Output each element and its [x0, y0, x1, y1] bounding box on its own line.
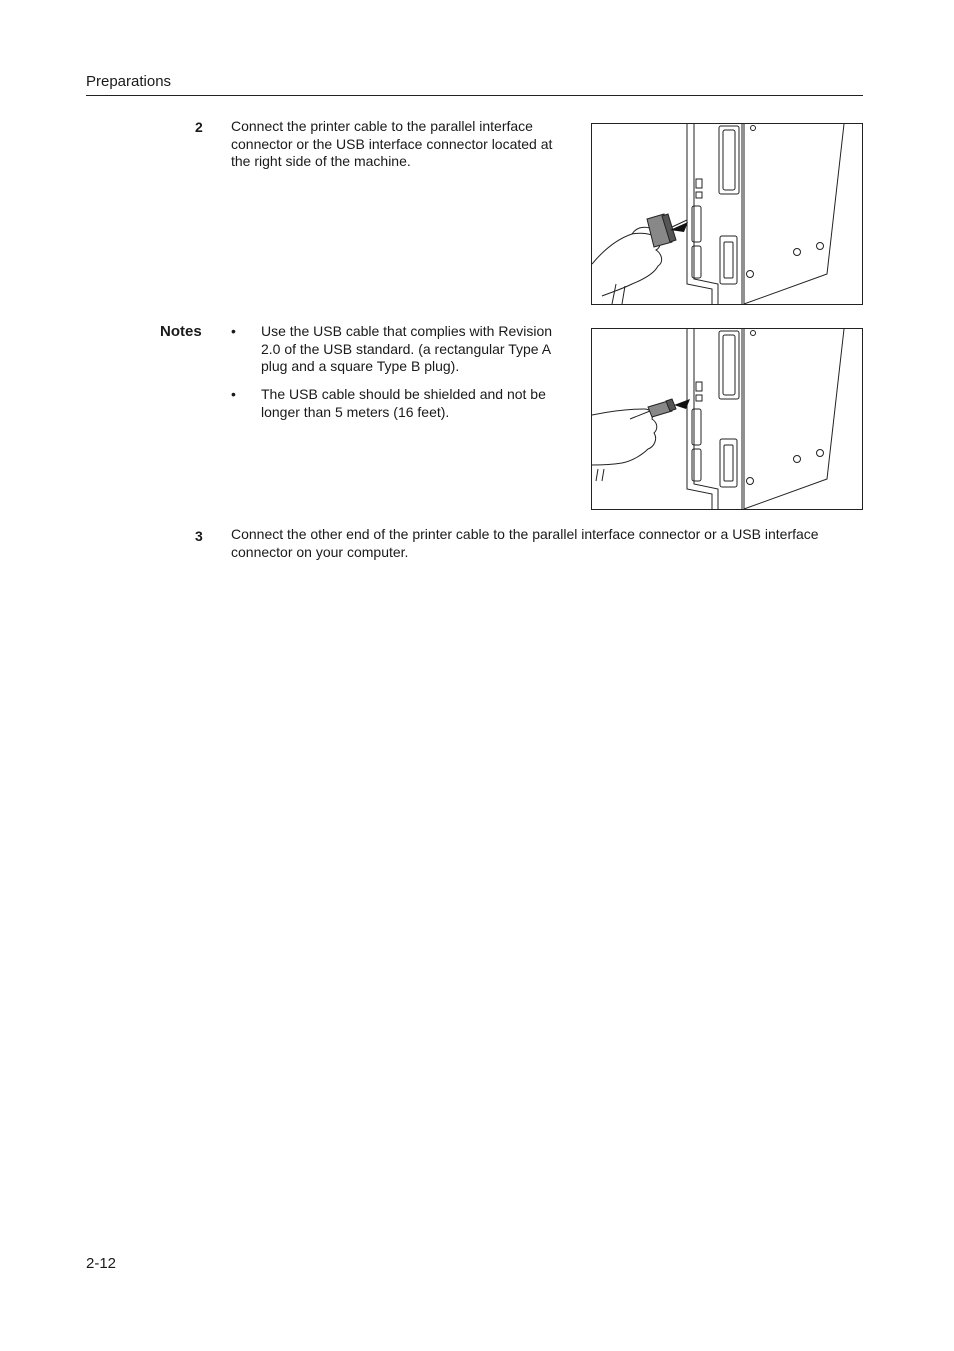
bullet-marker: • [231, 386, 236, 402]
notes-label: Notes [160, 323, 202, 340]
note-item: Use the USB cable that complies with Revision 2.0 of the USB standard. (a rectangular Type A plug and a square Type B plug). [261, 323, 553, 374]
step-number: 2 [195, 119, 203, 135]
parallel-cable-illustration [591, 123, 863, 305]
running-header: Preparations [86, 73, 172, 90]
page-number: 2-12 [86, 1255, 117, 1272]
usb-connector-icon [592, 329, 862, 509]
usb-cable-illustration [591, 328, 863, 510]
parallel-connector-icon [592, 124, 862, 304]
header-divider [86, 95, 863, 96]
step-text: Connect the other end of the printer cable to the parallel interface connector or a USB interface connector on your computer. [231, 526, 819, 560]
note-item: The USB cable should be shielded and not be longer than 5 meters (16 feet). [261, 386, 546, 420]
step-text: Connect the printer cable to the parallel interface connector or the USB interface connector located at the right side of the machine. [231, 118, 553, 169]
bullet-marker: • [231, 323, 236, 339]
step-number: 3 [195, 528, 203, 544]
